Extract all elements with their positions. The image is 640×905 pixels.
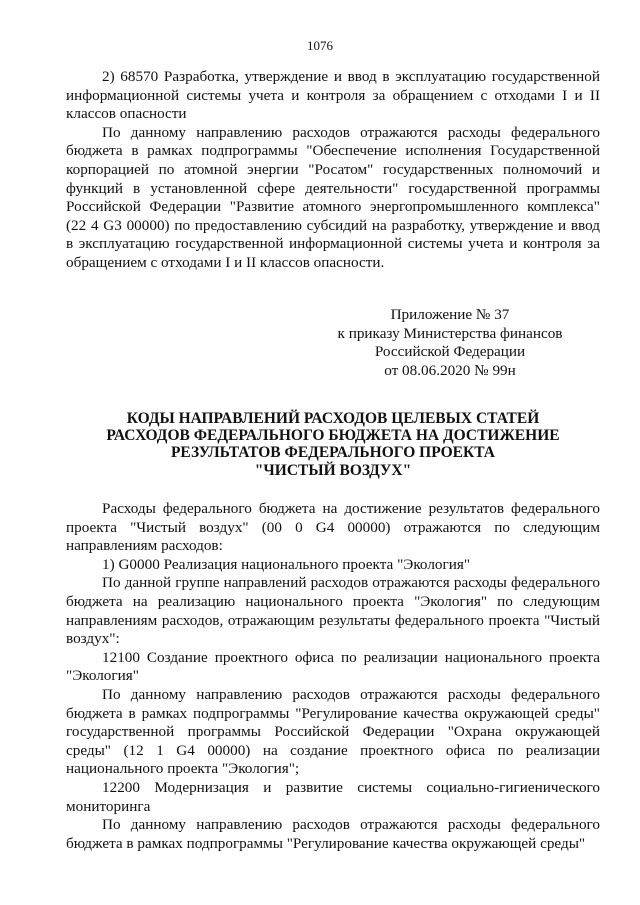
paragraph-intro: Расходы федерального бюджета на достижение результатов федерального проекта "Чистый воздух" (00 0 G4 00000) отражаются по следующим направлениям расходов: — [66, 500, 600, 555]
appendix-date: от 08.06.2020 № 99н — [384, 361, 516, 379]
paragraph-12200: 12200 Модернизация и развитие системы социально-гигиенического мониторинга — [66, 778, 600, 815]
top-section — [66, 68, 600, 273]
appendix-order: к приказу Министерства финансов — [337, 324, 563, 342]
paragraph-12200-description: По данному направлению расходов отражаются расходы федерального бюджета в рамках подпрограммы "Регулирование качества окружающей среды" — [66, 816, 600, 852]
paragraph-g0000-description: По данной группе направлений расходов отражаются расходы федерального бюджета на реализацию национального проекта "Экология" по следующим направлениям расходов, отражающим результаты федерального проекта "Чистый воздух": — [66, 574, 600, 648]
title-line-1: КОДЫ НАПРАВЛЕНИЙ РАСХОДОВ ЦЕЛЕВЫХ СТАТЕЙ — [126, 410, 540, 427]
paragraph-item-68570-description: По данному направлению расходов отражаются расходы федерального бюджета в рамках подпрограммы "Обеспечение исполнения Государственной корпорацией по атомной энергии "Росатом" государственных полномочий и функций в установленной сфере деятельности" государственной программы Российской Федерации "Развитие атомного энергопромышленного комплекса" (22 4 G3 00000) по предоставлению субсидий на разработку, утверждение и ввод в эксплуатацию государственной информационной системы учета и контроля за обращением с отходами I и II классов опасности. — [66, 123, 600, 271]
appendix-header — [300, 306, 600, 380]
title-line-2: РАСХОДОВ ФЕДЕРАЛЬНОГО БЮДЖЕТА НА ДОСТИЖЕНИЕ — [106, 427, 560, 445]
body-section — [66, 500, 600, 853]
title-line-4: "ЧИСТЫЙ ВОЗДУХ" — [254, 461, 412, 479]
appendix-country: Российской Федерации — [374, 343, 526, 361]
appendix-number: Приложение № 37 — [390, 306, 510, 323]
title-line-3: РЕЗУЛЬТАТОВ ФЕДЕРАЛЬНОГО ПРОЕКТА — [170, 444, 496, 462]
paragraph-12100: 12100 Создание проектного офиса по реализации национального проекта "Экология" — [66, 648, 600, 685]
page-number: 1076 — [307, 38, 333, 53]
paragraph-12100-description: По данному направлению расходов отражаются расходы федерального бюджета в рамках подпрограммы "Регулирование качества окружающей среды" государственной программы Российской Федерации "Охрана окружающей среды" (12 1 G4 00000) на создание проектного офиса по реализации национального проекта "Экология"; — [66, 685, 600, 778]
paragraph-item-68570: 2) 68570 Разработка, утверждение и ввод в эксплуатацию государственной информационной системы учета и контроля за обращением с отходами I и II классов опасности — [66, 68, 600, 123]
paragraph-g0000: 1) G0000 Реализация национального проекта "Экология" — [102, 555, 471, 573]
document-title — [66, 410, 600, 479]
